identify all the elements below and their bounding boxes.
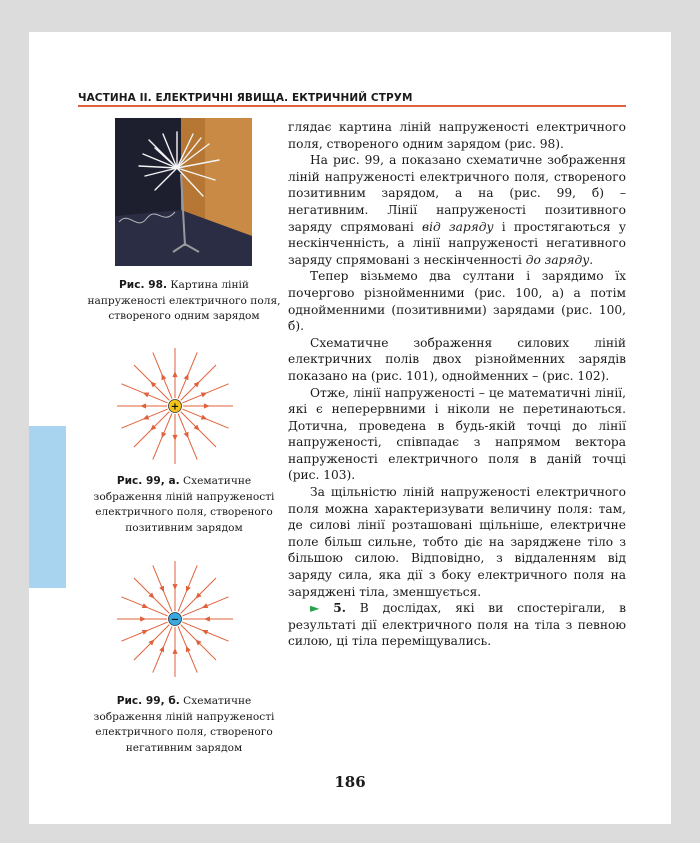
paragraph-2-end: . <box>589 252 594 267</box>
field-arrow-icon <box>204 403 210 408</box>
header-rule <box>78 105 626 107</box>
field-arrow-icon <box>172 648 177 654</box>
page-number: 186 <box>334 773 366 791</box>
figure-99b-caption <box>84 694 284 756</box>
figure-98-label: Рис. 98. <box>119 279 167 291</box>
field-arrow-icon <box>172 371 177 377</box>
figure-98-text: Картина ліній напруженості електричного поля, створеного одним зарядом <box>87 279 281 322</box>
paragraph-2-emphasis-to: до заряду <box>525 252 590 267</box>
figure-99a-label: Рис. 99, а. <box>116 475 180 487</box>
paragraph-3: Тепер візьмемо два султани і зарядимо їх почергово різнойменними (рис. 100, а) а потім однойменними (позитивними) зарядами (рис. 100, б). <box>288 269 626 334</box>
charge-sign: − <box>170 614 180 626</box>
chapter-header: ЧАСТИНА II. ЕЛЕКТРИЧНІ ЯВИЩА. ЕКТРИЧНИЙ СТРУМ <box>78 92 413 104</box>
figure-98-caption <box>84 278 284 325</box>
side-tab-marker <box>29 426 66 588</box>
paragraph-2-middle: і простягаються у нескінченність, а лінії напруженості негативного заряду спрямовані з нескінченності <box>288 219 627 267</box>
figure-99a-caption <box>84 474 284 536</box>
question-text: В дослідах, які ви спостерігали, в результаті дії електричного поля на тіла з певною силою, ці тіла переміщувались. <box>288 601 626 649</box>
paragraph-2-emphasis-from: від заряду <box>421 219 494 234</box>
figure-99b-label: Рис. 99, б. <box>116 695 180 707</box>
question-number: 5. <box>333 601 346 616</box>
paragraph-1: глядає картина ліній напруженості електричного поля, створеного одним зарядом (рис. 98). <box>288 120 626 151</box>
body-text-column <box>288 119 626 650</box>
paragraph-6: За щільністю ліній напруженості електричного поля можна характеризувати величину поля: там, де силові лінії розташовані щільніше, електричне поле більш сильне, тобто діє на заряджене тіло з більшою силою. Відповідно, з віддаленням від заряду сила, яка дії з боку електричного поля на заряджені тіла, зменшується. <box>288 485 626 599</box>
field-arrow-icon <box>140 616 146 621</box>
field-arrow-icon <box>172 435 177 441</box>
figure-99b-text: Схематичне зображення ліній напруженості електричного поля, створеного негативним зарядом <box>93 695 275 754</box>
field-arrow-icon <box>172 584 177 590</box>
charge-sign: + <box>170 401 180 413</box>
figure-99a-positive-field-diagram <box>115 346 235 466</box>
paragraph-5: Отже, лінії напруженості – це математичні лінії, які є неперервними і ніколи не перетинаються. Дотична, проведена в будь-якій точці до лінії напруженості, співпадає з напрямом вектора напруженості електричного поля в даній точці (рис. 103). <box>288 385 626 483</box>
paragraph-2 <box>288 152 626 268</box>
paragraph-7-question <box>288 600 626 650</box>
figure-99b-negative-field-diagram <box>115 559 235 679</box>
paragraph-4: Схематичне зображення силових ліній електричних полів двох різнойменних зарядів показано на (рис. 101), однойменних – (рис. 102). <box>288 335 626 383</box>
figure-99a-text: Схематичне зображення ліній напруженості електричного поля, створеного позитивним зарядом <box>93 475 275 534</box>
question-marker-icon: ► <box>310 601 320 616</box>
field-arrow-icon <box>204 616 210 621</box>
field-arrow-icon <box>140 403 146 408</box>
figure-98-photo <box>115 118 252 266</box>
paragraph-2-start: На рис. 99, а показано схематичне зображення ліній напруженості електричного поля, створеного позитивним зарядом, а на (рис. 99, б) – негативним. Лінії напруженості позитивного заряду спрямовані <box>288 153 626 234</box>
